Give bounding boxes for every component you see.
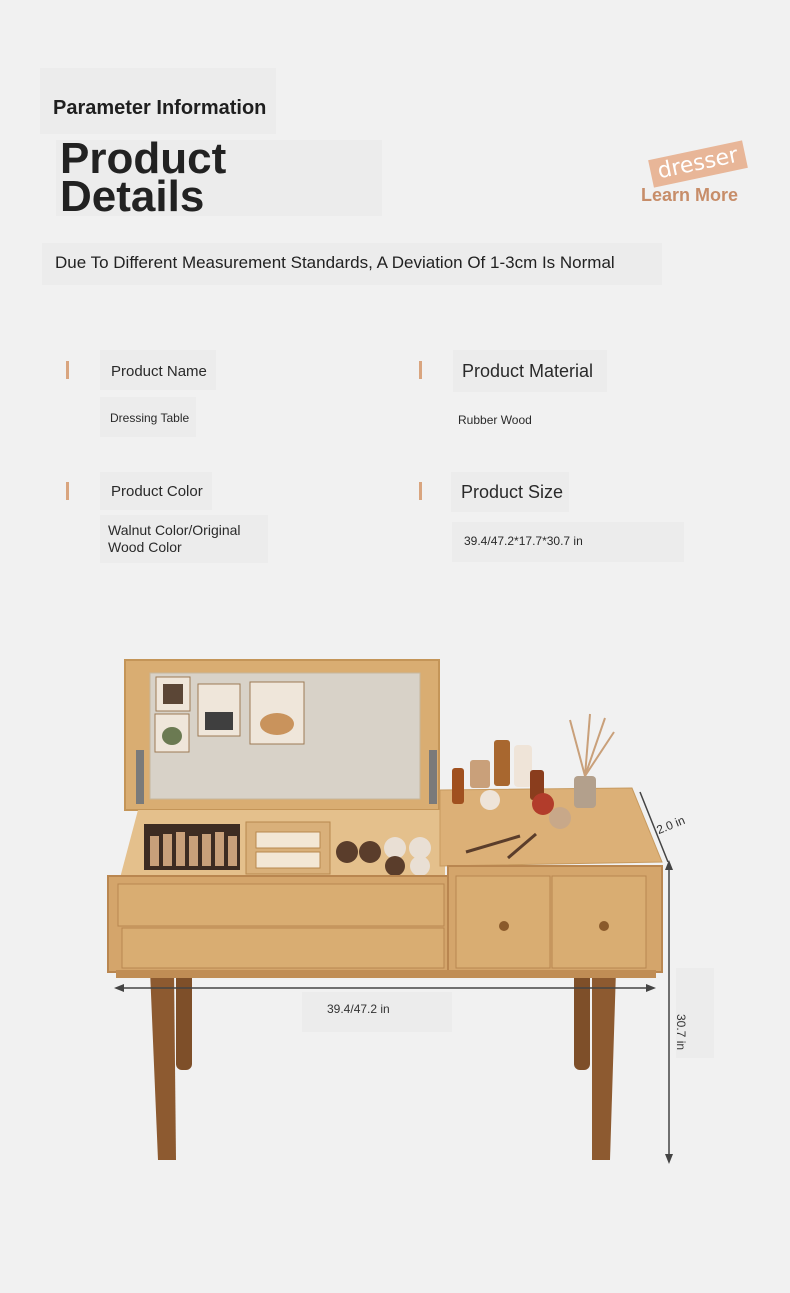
table-base — [116, 970, 656, 978]
dresser-tag: dresser — [648, 140, 748, 187]
product-size-value: 39.4/47.2*17.7*30.7 in — [464, 534, 583, 548]
depth-dimension-label: 2.0 in — [654, 813, 687, 837]
dressing-table-image — [0, 640, 790, 1200]
product-name-label: Product Name — [111, 363, 207, 380]
accent-bar — [419, 361, 422, 379]
accent-bar — [66, 482, 69, 500]
art-1 — [163, 684, 183, 704]
section-label: Parameter Information — [53, 97, 267, 119]
product-name-value: Dressing Table — [110, 411, 190, 425]
dresser-badge[interactable] — [640, 142, 755, 210]
product-material-value: Rubber Wood — [458, 413, 532, 427]
accent-bar — [66, 361, 69, 379]
height-dimension-label: 30.7 in — [674, 1014, 688, 1051]
page-title — [60, 134, 380, 221]
measurement-notice: Due To Different Measurement Standards, A Deviation Of 1-3cm Is Normal — [55, 253, 615, 272]
left-hinge — [136, 750, 144, 804]
knob-1 — [499, 921, 509, 931]
page-title-line2: Details — [60, 172, 205, 221]
art-3 — [260, 713, 294, 735]
accent-bar — [419, 482, 422, 500]
product-color-label: Product Color — [111, 483, 203, 500]
front-right-leg — [592, 970, 616, 1160]
right-drawer-2 — [552, 876, 646, 968]
art-4 — [162, 727, 182, 745]
page-title-line1: Product — [60, 134, 227, 183]
lower-drawer — [122, 928, 444, 968]
art-2 — [205, 712, 233, 730]
product-color-value: Walnut Color/Original Wood Color — [108, 522, 241, 555]
back-right-leg — [574, 970, 590, 1070]
upper-drawer — [118, 884, 444, 926]
width-dimension-label: 39.4/47.2 in — [327, 1002, 390, 1016]
front-left-leg — [150, 970, 176, 1160]
back-left-leg — [176, 970, 192, 1070]
right-hinge — [429, 750, 437, 804]
product-size-label: Product Size — [461, 482, 564, 502]
knob-2 — [599, 921, 609, 931]
learn-more-link[interactable]: Learn More — [641, 185, 739, 205]
product-material-label: Product Material — [462, 361, 594, 381]
